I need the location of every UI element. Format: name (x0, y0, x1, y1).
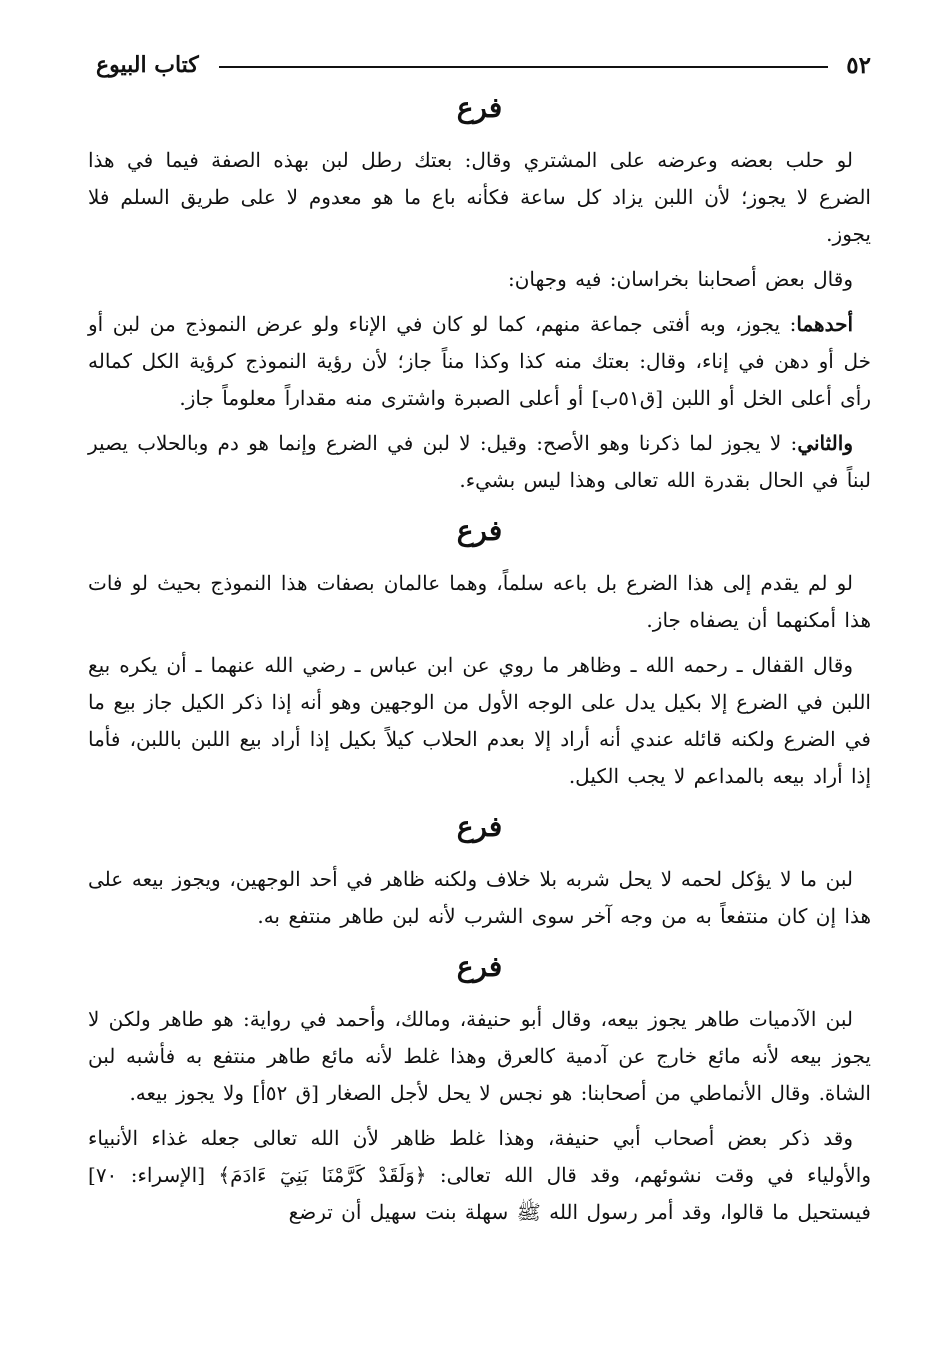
paragraph-text: وقد ذكر بعض أصحاب أبي حنيفة، وهذا غلط ظاهر لأن الله تعالى جعله غذاء الأنبياء والأولياء في وقت نشوئهم، وقد قال الله تعالى: ﴿وَلَقَدْ كَرَّمْنَا بَنِيٓ ءَادَمَ﴾ [الإسراء: ٧٠] فيستحيل ما قالوا، وقد أمر رسول الله ﷺ سهلة بنت سهيل أن ترضع (88, 1126, 871, 1224)
section-4 (88, 947, 871, 1231)
paragraph (88, 142, 871, 253)
section-2 (88, 511, 871, 795)
section-1 (88, 88, 871, 499)
paragraph (88, 261, 871, 298)
paragraph (88, 306, 871, 417)
paragraph-text: لو لم يقدم إلى هذا الضرع بل باعه سلماً، وهما عالمان بصفات هذا النموذج بحيث لو فات هذا أمكنهما أن يصفاه جاز. (88, 571, 871, 632)
paragraph-text: : يجوز، وبه أفتى جماعة منهم، كما لو كان في الإناء ولو عرض النموذج من لبن أو خل أو دهن في إناء، وقال: بعتك منه كذا وكذا مناً جاز؛ لأن رؤية النموذج كرؤية الكل كماله رأى أعلى الخل أو اللبن [ق٥١ب] أو أعلى الصبرة واشترى منه مقداراً معلوماً جاز. (88, 312, 871, 410)
paragraph (88, 861, 871, 935)
paragraph (88, 1001, 871, 1112)
header-rule (219, 66, 829, 68)
paragraph-text: لو حلب بعضه وعرضه على المشتري وقال: بعتك رطل لبن بهذه الصفة فيما في هذا الضرع لا يجوز؛ لأن اللبن يزاد كل ساعة فكأنه باع ما هو معدوم لا على طريق السلم فلا يجوز. (88, 148, 871, 246)
section-3 (88, 807, 871, 935)
paragraph-lead: أحدهما (796, 312, 853, 336)
section-heading: فرع (456, 950, 503, 983)
running-header (96, 46, 871, 84)
paragraph-text: : لا يجوز لما ذكرنا وهو الأصح: وقيل: لا لبن في الضرع وإنما هو دم وبالحلاب يصير لبناً في الحال بقدرة الله تعالى وهذا ليس بشيء. (88, 431, 871, 492)
paragraph (88, 565, 871, 639)
section-heading: فرع (456, 91, 503, 124)
book-title: كتاب البيوع (96, 52, 199, 78)
paragraph-text: وقال بعض أصحابنا بخراسان: فيه وجهان: (507, 267, 853, 291)
page-number: ٥٢ (846, 51, 871, 79)
paragraph-text: وقال القفال ـ رحمه الله ـ وظاهر ما روي عن ابن عباس ـ رضي الله عنهما ـ أن يكره بيع اللبن في الضرع إلا بكيل يدل على الوجه الأول من الوجهين وهو أنه إذا ذكر الكيل جاز بيع ما في الضرع ولكنه قائله عندي أنه أراد إلا بعدم الحلاب كيلاً بكيل إذا أراد بيع اللبن باللبن، فأما إذا أراد بيعه بالمداعم لا يجب الكيل. (88, 653, 871, 788)
paragraph-text: لبن ما لا يؤكل لحمه لا يحل شربه بلا خلاف ولكنه ظاهر في أحد الوجهين، ويجوز بيعه على هذا إن كان منتفعاً به من وجه آخر سوى الشرب لأنه لبن طاهر منتفع به. (88, 867, 871, 928)
section-heading: فرع (456, 810, 503, 843)
page-content (88, 88, 871, 1239)
paragraph-text: لبن الآدميات طاهر يجوز بيعه، وقال أبو حنيفة، ومالك، وأحمد في رواية: هو طاهر ولكن لا يجوز بيعه لأنه مائع خارج عن آدمية كالعرق وهذا غلط لأنه مائع طاهر منتفع به فأشبه لبن الشاة. وقال الأنماطي من أصحابنا: هو نجس لا يحل لأجل الصغار [ق ٥٢أ] ولا يجوز بيعه. (88, 1007, 871, 1105)
paragraph (88, 647, 871, 795)
section-heading: فرع (456, 514, 503, 547)
paragraph (88, 1120, 871, 1231)
paragraph-lead: والثاني (797, 431, 853, 455)
paragraph (88, 425, 871, 499)
